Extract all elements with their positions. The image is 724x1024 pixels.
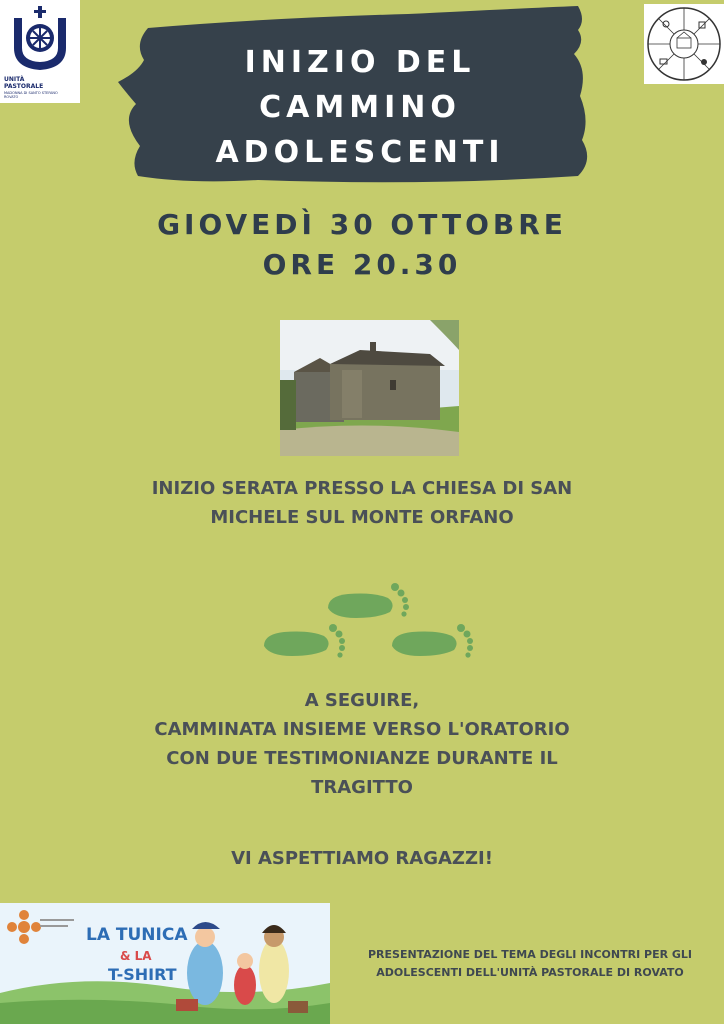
- program-line4: TRAGITTO: [311, 777, 413, 798]
- church-photo: [280, 320, 459, 456]
- logo-sub1: MADONNA DI SANTO STEFANO: [4, 91, 58, 95]
- presentation-caption: [345, 946, 715, 982]
- invite-text: VI ASPETTIAMO RAGAZZI!: [231, 848, 493, 869]
- unita-pastorale-logo: [0, 0, 80, 103]
- title-line1: INIZIO DEL: [244, 45, 476, 80]
- logo-line1: UNITÀ: [4, 76, 25, 83]
- tunica-tshirt-banner: [0, 903, 330, 1024]
- location-text: [60, 474, 664, 532]
- caption-line2: ADOLESCENTI DELL'UNITÀ PASTORALE DI ROVATO: [376, 966, 684, 979]
- footprints-icon: [256, 580, 486, 670]
- logo-sub2: ROVATO: [4, 95, 19, 99]
- location-line2: MICHELE SUL MONTE ORFANO: [210, 507, 514, 528]
- banner-title-and-la: & LA: [120, 949, 152, 963]
- program-line1: A SEGUIRE,: [304, 690, 420, 711]
- logo-name: [4, 76, 43, 90]
- title-line2: CAMMINO: [259, 90, 461, 125]
- logo-subtitle: [4, 91, 58, 99]
- page-title: [150, 40, 570, 175]
- event-date: [0, 205, 724, 285]
- oratorio-logo: [644, 4, 724, 84]
- program-line3: CON DUE TESTIMONIANZE DURANTE IL: [166, 748, 558, 769]
- location-line1: INIZIO SERATA PRESSO LA CHIESA DI SAN: [151, 478, 573, 499]
- date-line1: GIOVEDÌ 30 OTTOBRE: [157, 208, 567, 241]
- footprint-left-icon: [264, 624, 345, 658]
- footprint-right-icon: [392, 624, 473, 658]
- logo-line2: PASTORALE: [4, 83, 44, 90]
- program-line2: CAMMINATA INSIEME VERSO L'ORATORIO: [154, 719, 570, 740]
- banner-title-tshirt: T-SHIRT: [108, 965, 177, 984]
- shield-logo-icon: [0, 0, 80, 74]
- time-line: ORE 20.30: [262, 248, 462, 281]
- program-text: [60, 686, 664, 802]
- title-line3: ADOLESCENTI: [215, 135, 505, 170]
- banner-title-la-tunica: LA TUNICA: [86, 925, 188, 945]
- footprint-top-icon: [328, 583, 409, 618]
- oratorio-round-logo-icon: [644, 4, 724, 84]
- caption-line1: PRESENTAZIONE DEL TEMA DEGLI INCONTRI PER GLI: [367, 948, 693, 961]
